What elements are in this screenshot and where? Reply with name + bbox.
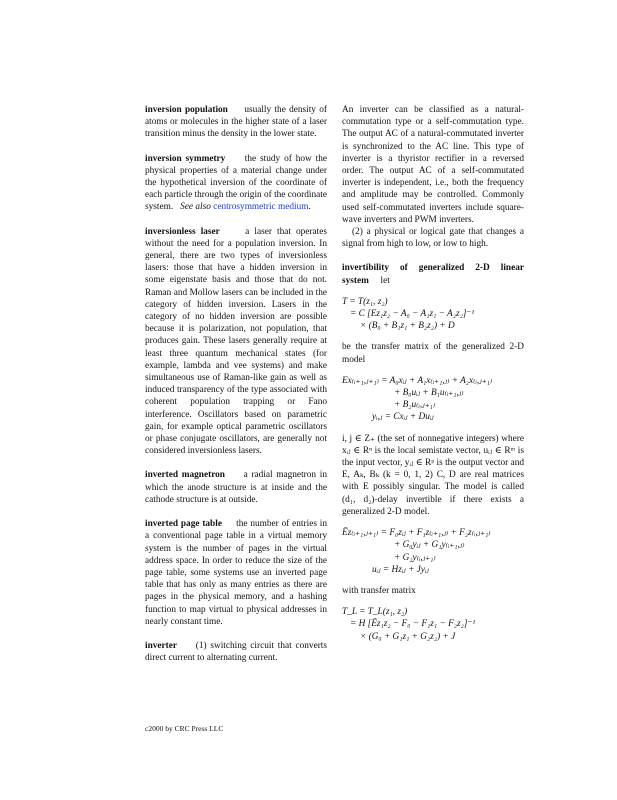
equation-line: = H [Ēz₁z₂ − F₀ − F₁z₁ − F₂z₂]⁻¹ — [350, 619, 476, 630]
equation-line: uᵢⱼ = Hzᵢⱼ + Jyᵢⱼ — [372, 564, 429, 575]
equation-transfer-matrix — [342, 296, 524, 333]
entry-term: inversion population — [145, 105, 228, 115]
right-column — [342, 104, 524, 652]
equation-line: Ēz₍ᵢ₊₁,ⱼ₊₁₎ = F₀zᵢⱼ + F₁z₍ᵢ₊₁,ⱼ₎ + F₂z₍ᵢ,ⱼ₊₁₎ — [342, 528, 491, 539]
equation-line: + B₀uᵢⱼ + B₁u₍ᵢ₊₁,ⱼ₎ — [394, 388, 464, 399]
entry-inversionless-laser — [145, 226, 327, 458]
see-also-end: . — [308, 202, 311, 213]
entry-term: inversionless laser — [145, 226, 220, 237]
entry-definition: a laser that operates without the need for a population inversion. In general, there are two types of inversionless lasers: those that have a hidden inversion in some eigenstate basis and those that do not. Raman and Mollow lasers can be included in the category of hidden inversion. Lasers in the category of no hidden inversion are possible because it is polarization, not population, that produces gain. These lasers generally require at least three quantum mechanical states (for example, lambda and vee systems) and make simultaneous use of Raman-like gain as well as induced transparency of the type associated with coherent population trapping or Fano interference. Oscillators based on parametric gain, for example optical parametric oscillators or phase conjugate oscillators, are generally not considered inversionless lasers. — [145, 226, 327, 457]
entry-definition: usually the density of atoms or molecules in the higher state of a laser transition minus the density in the lower state. — [145, 105, 327, 140]
equation-line: + G₀yᵢⱼ + G₁y₍ᵢ₊₁,ⱼ₎ — [394, 540, 465, 551]
left-column — [145, 104, 327, 676]
inverter-continuation: An inverter can be classified as a natural-commutation type or a self-commutation type. The output AC of a natural-commutated inverter is synchronized to the AC line. This type of inverter is a thyristor rectifier in a reversed order. The output AC of a self-commutated inverter is independent, i.e., both the frequency and amplitude may be controlled. Commonly used self-commutated inverters include square-wave inverters and PWM inverters. — [342, 105, 524, 225]
entry-inversion-population — [145, 104, 327, 141]
equation-line: = C [Ez₁z₂ − A₀ − A₁z₁ − A₂z₂]⁻¹ — [350, 309, 475, 320]
equation-line: + G₂y₍ᵢ,ⱼ₊₁₎ — [394, 552, 436, 563]
inverter-item-2: (2) a physical or logical gate that changes a signal from high to low, or low to high. — [342, 227, 524, 250]
entry-definition: the number of entries in a conventional page table in a virtual memory system is the number of pages in the virtual address space. In order to reduce the size of the page table, some systems use an inverted page table that has only as many entries as there are pages in the physical memory, and a hashing function to map virtual to physical addresses in nearly constant time. — [145, 519, 328, 627]
paragraph: i, j ∈ Z₊ (the set of nonnegative integers) where xᵢⱼ ∈ Rⁿ is the local semistate vector, uᵢⱼ ∈ Rᵐ is the input vector, yᵢⱼ ∈ Rᵖ is the output vector and E, Aₖ, Bₖ (k = 0, 1, 2) C, D are real matrices with E possibly singular. The model is called (d₁, d₂)-delay invertible if there exists a generalized 2-D model. — [342, 433, 524, 517]
equation-inverse-transfer-matrix — [342, 606, 524, 643]
entry-term: inverted magnetron — [145, 470, 225, 481]
copyright-footer: c2000 by CRC Press LLC — [145, 724, 224, 733]
entry-term: inverted page table — [145, 519, 222, 530]
equation-2d-model — [342, 375, 524, 424]
entry-inverter — [145, 640, 327, 664]
equation-inverse-model — [342, 527, 524, 576]
equation-line: + B₂u₍ᵢ,ⱼ₊₁₎ — [394, 400, 436, 411]
paragraph: with transfer matrix — [342, 585, 416, 596]
entry-term: inverter — [145, 640, 178, 651]
equation-line: Ex₍ᵢ₊₁,ⱼ₊₁₎ = A₀xᵢⱼ + A₁x₍ᵢ₊₁,ⱼ₎ + A₂x₍ᵢ,ⱼ₊₁₎ — [342, 375, 493, 386]
see-also-link[interactable]: centrosymmetric medium — [213, 202, 309, 213]
entry-invertibility — [342, 262, 524, 286]
equation-line: × (G₀ + G₁z₁ + G₂z₂) + J — [360, 631, 456, 642]
equation-line: T = T(z₁, z₂) — [342, 296, 388, 307]
entry-intro: let — [380, 275, 390, 286]
equation-line: T_L = T_L(z₁, z₂) — [342, 607, 408, 618]
entry-inverted-page-table — [145, 518, 327, 628]
paragraph: be the transfer matrix of the generalized 2-D model — [342, 342, 524, 365]
entry-term: invertibility of generalized 2-D linear system — [342, 263, 524, 286]
entry-term: inversion symmetry — [145, 153, 226, 164]
see-also-label: See also — [180, 202, 211, 213]
equation-line: yᵢ,ⱼ = Cxᵢⱼ + Duᵢⱼ — [372, 412, 434, 423]
entry-inverted-magnetron — [145, 469, 327, 506]
entry-inversion-symmetry — [145, 153, 327, 214]
entry-definition: the study of how the physical properties of a material change under the hypothetical inversion of the coordinate of each particle through the origin of the coordinate system. — [145, 153, 327, 213]
equation-line: × (B₀ + B₁z₁ + B₂z₂) + D — [360, 321, 455, 332]
entry-definition: a radial magnetron in which the anode structure is at inside and the cathode structure is at outside. — [145, 470, 327, 505]
entry-definition: (1) switching circuit that converts direct current to alternating current. — [145, 640, 327, 664]
